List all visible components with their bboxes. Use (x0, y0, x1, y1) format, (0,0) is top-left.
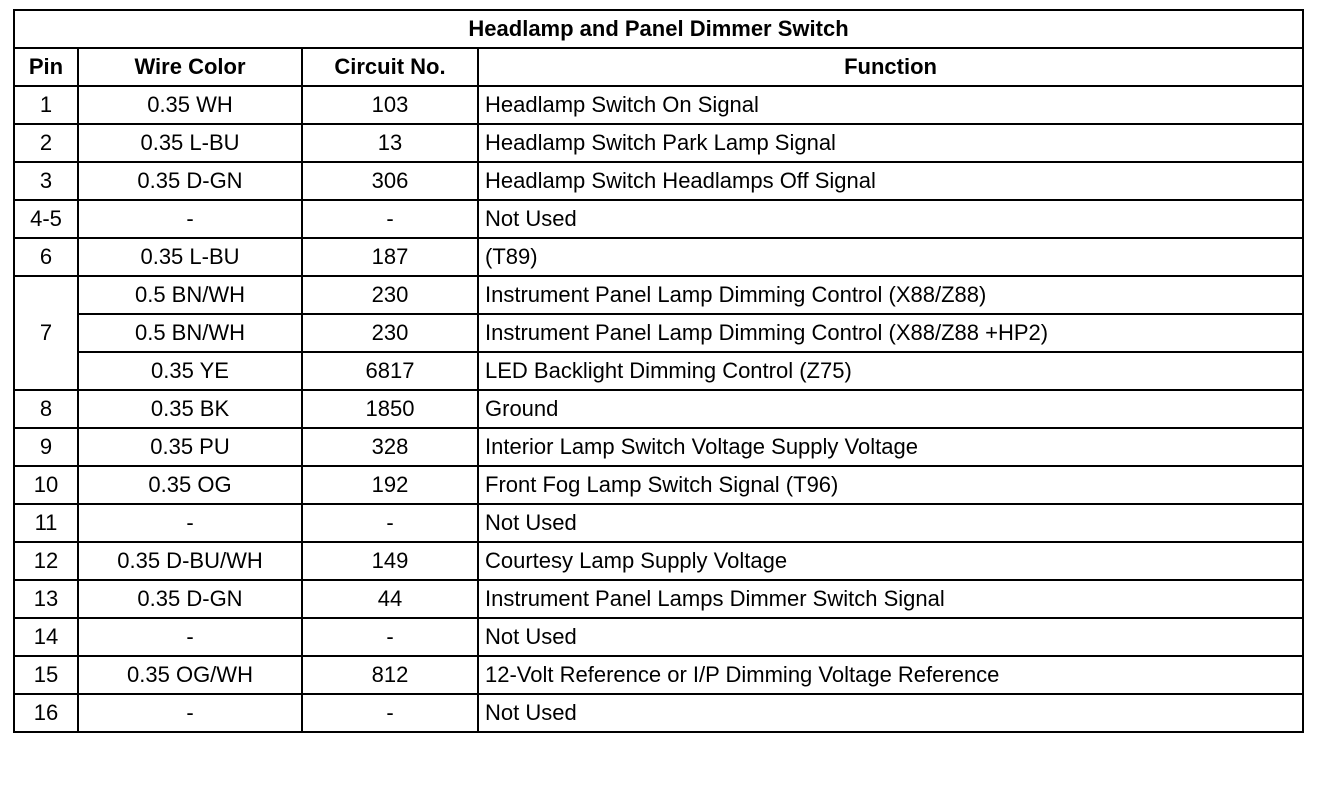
wire-color-cell: 0.35 OG (78, 466, 302, 504)
circuit-cell: 13 (302, 124, 478, 162)
circuit-cell: 103 (302, 86, 478, 124)
table-row (14, 466, 1303, 504)
circuit-cell: 192 (302, 466, 478, 504)
function-cell: LED Backlight Dimming Control (Z75) (478, 352, 1303, 390)
function-cell: Front Fog Lamp Switch Signal (T96) (478, 466, 1303, 504)
table-row (14, 694, 1303, 732)
table-row (14, 276, 1303, 314)
table-row (14, 542, 1303, 580)
wire-color-cell: - (78, 200, 302, 238)
function-cell: Not Used (478, 200, 1303, 238)
circuit-cell: 812 (302, 656, 478, 694)
circuit-cell: - (302, 504, 478, 542)
function-cell: Ground (478, 390, 1303, 428)
function-cell: 12-Volt Reference or I/P Dimming Voltage Reference (478, 656, 1303, 694)
wire-color-cell: 0.35 D-GN (78, 580, 302, 618)
pin-cell: 8 (14, 390, 78, 428)
function-cell: Instrument Panel Lamps Dimmer Switch Signal (478, 580, 1303, 618)
table-row (14, 656, 1303, 694)
pin-cell: 1 (14, 86, 78, 124)
header-circuit-no: Circuit No. (302, 48, 478, 86)
table-row (14, 200, 1303, 238)
table-row (14, 618, 1303, 656)
wire-color-cell: 0.35 PU (78, 428, 302, 466)
wire-color-cell: 0.35 OG/WH (78, 656, 302, 694)
function-cell: Not Used (478, 694, 1303, 732)
circuit-cell: 230 (302, 314, 478, 352)
table-row (14, 390, 1303, 428)
wire-color-cell: 0.35 BK (78, 390, 302, 428)
wire-color-cell: 0.5 BN/WH (78, 276, 302, 314)
pin-cell: 10 (14, 466, 78, 504)
wire-color-cell: 0.35 L-BU (78, 124, 302, 162)
pin-cell: 9 (14, 428, 78, 466)
table-row (14, 124, 1303, 162)
wire-color-cell: - (78, 618, 302, 656)
circuit-cell: 230 (302, 276, 478, 314)
header-function: Function (478, 48, 1303, 86)
circuit-cell: 149 (302, 542, 478, 580)
table-title: Headlamp and Panel Dimmer Switch (14, 10, 1303, 48)
pin-cell: 4-5 (14, 200, 78, 238)
pin-cell: 16 (14, 694, 78, 732)
table-row (14, 580, 1303, 618)
circuit-cell: - (302, 694, 478, 732)
pin-cell: 11 (14, 504, 78, 542)
table-row (14, 238, 1303, 276)
wire-color-cell: 0.35 YE (78, 352, 302, 390)
table-row (14, 352, 1303, 390)
pin-cell: 3 (14, 162, 78, 200)
function-cell: Courtesy Lamp Supply Voltage (478, 542, 1303, 580)
header-wire-color: Wire Color (78, 48, 302, 86)
wire-color-cell: 0.5 BN/WH (78, 314, 302, 352)
table-row (14, 162, 1303, 200)
pin-cell: 12 (14, 542, 78, 580)
function-cell: Headlamp Switch Park Lamp Signal (478, 124, 1303, 162)
function-cell: Headlamp Switch Headlamps Off Signal (478, 162, 1303, 200)
wire-color-cell: 0.35 L-BU (78, 238, 302, 276)
circuit-cell: 1850 (302, 390, 478, 428)
function-cell: Instrument Panel Lamp Dimming Control (X88/Z88 +HP2) (478, 314, 1303, 352)
wire-color-cell: 0.35 WH (78, 86, 302, 124)
wire-color-cell: 0.35 D-GN (78, 162, 302, 200)
pin-cell: 15 (14, 656, 78, 694)
header-row (14, 48, 1303, 86)
table-row (14, 314, 1303, 352)
circuit-cell: 44 (302, 580, 478, 618)
header-pin: Pin (14, 48, 78, 86)
table-row (14, 428, 1303, 466)
pin-cell: 13 (14, 580, 78, 618)
table-row (14, 86, 1303, 124)
circuit-cell: - (302, 200, 478, 238)
circuit-cell: 328 (302, 428, 478, 466)
function-cell: Interior Lamp Switch Voltage Supply Voltage (478, 428, 1303, 466)
wire-color-cell: - (78, 504, 302, 542)
circuit-cell: 187 (302, 238, 478, 276)
function-cell: Headlamp Switch On Signal (478, 86, 1303, 124)
pin-cell: 14 (14, 618, 78, 656)
wire-color-cell: 0.35 D-BU/WH (78, 542, 302, 580)
title-row (14, 10, 1303, 48)
function-cell: (T89) (478, 238, 1303, 276)
function-cell: Not Used (478, 504, 1303, 542)
circuit-cell: 6817 (302, 352, 478, 390)
pin-cell: 7 (14, 276, 78, 390)
function-cell: Instrument Panel Lamp Dimming Control (X88/Z88) (478, 276, 1303, 314)
circuit-cell: - (302, 618, 478, 656)
pinout-table (13, 9, 1304, 733)
wire-color-cell: - (78, 694, 302, 732)
circuit-cell: 306 (302, 162, 478, 200)
pin-cell: 6 (14, 238, 78, 276)
function-cell: Not Used (478, 618, 1303, 656)
table-row (14, 504, 1303, 542)
pin-cell: 2 (14, 124, 78, 162)
